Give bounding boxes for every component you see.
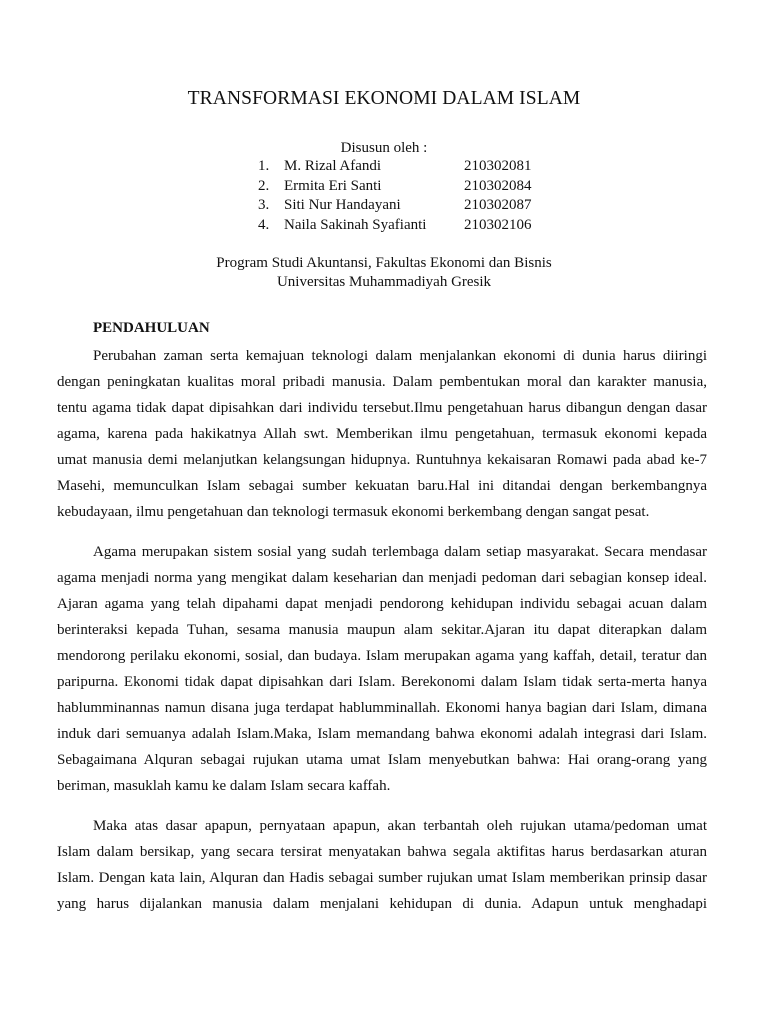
author-student-id: 210302084 bbox=[464, 177, 532, 194]
paragraph-line: agama menjadi norma yang mengikat dalam keseharian dan menjadi pedoman dari sebagian konsep ideal. bbox=[57, 570, 707, 586]
document-title: TRANSFORMASI EKONOMI DALAM ISLAM bbox=[187, 88, 581, 109]
paragraph bbox=[57, 813, 707, 917]
author-number: 3. bbox=[258, 197, 270, 213]
author-name: M. Rizal Afandi bbox=[284, 158, 382, 174]
paragraph-line: kebudayaan, ilmu pengetahuan dan teknologi termasuk ekonomi berkembang dengan sangat pesat. bbox=[57, 504, 650, 520]
paragraph-line: paripurna. Ekonomi tidak dapat dipisahkan dari Islam. Berekonomi dalam Islam tidak serta-merta hanya bbox=[57, 674, 707, 690]
author-student-id: 210302106 bbox=[464, 216, 532, 233]
paragraph-line: Ajaran agama yang telah dipahami dapat menjadi pendorong kehidupan individu sebagai acuan dalam bbox=[57, 596, 707, 612]
body-text bbox=[57, 343, 707, 931]
paragraph-line: Agama merupakan sistem sosial yang sudah terlembaga dalam setiap masyarakat. Secara mendasar bbox=[93, 544, 707, 560]
paragraph-line: beriman, masuklah kamu ke dalam Islam secara kaffah. bbox=[57, 778, 391, 794]
author-name: Siti Nur Handayani bbox=[284, 197, 401, 213]
author-list bbox=[258, 157, 578, 235]
paragraph-line: Masehi, memunculkan Islam sebagai sumber kekuatan baru.Hal ini ditandai dengan berkembangnya bbox=[57, 478, 707, 494]
compiled-by-label: Disusun oleh : bbox=[340, 140, 428, 156]
paragraph-line: Maka atas dasar apapun, pernyataan apapun, akan terbantah oleh rujukan utama/pedoman umat bbox=[93, 818, 707, 834]
paragraph-line: Islam. Dengan kata lain, Alquran dan Hadis sebagai sumber rujukan umat Islam memberikan prinsip dasar bbox=[57, 870, 707, 886]
paragraph-line: Perubahan zaman serta kemajuan teknologi dalam menjalankan ekonomi di dunia harus diiringi bbox=[93, 348, 707, 364]
paragraph bbox=[57, 539, 707, 799]
paragraph-line: Sebagaimana Alquran sebagai rujukan utama umat Islam menyebutkan bahwa: Hai orang-orang yang bbox=[57, 752, 707, 768]
paragraph-line: berinteraksi kepada Tuhan, sesama manusia maupun alam sekitar.Ajaran itu dapat diterapkan dalam bbox=[57, 622, 707, 638]
author-number: 1. bbox=[258, 158, 270, 174]
author-student-id: 210302087 bbox=[464, 197, 532, 213]
paragraph-line: agama, karena pada hakikatnya Allah swt. Memberikan ilmu pengetahuan, termasuk ekonomi kepada bbox=[57, 426, 707, 442]
paragraph-line: induk dari semuanya adalah Islam.Maka, Islam memandang bahwa ekonomi adalah integrasi dari Islam. bbox=[57, 726, 707, 742]
paragraph-line: umat manusia demi melanjutkan kelangsungan hidupnya. Runtuhnya kekaisaran Romawi pada abad ke-7 bbox=[57, 452, 707, 468]
author-name: Naila Sakinah Syafianti bbox=[284, 216, 427, 233]
affiliation-university: Universitas Muhammadiyah Gresik bbox=[276, 274, 492, 290]
author-row bbox=[258, 157, 578, 177]
paragraph-line: hablumminannas namun disana juga terdapat hablumminallah. Ekonomi hanya bagian dari Islam, dimana bbox=[57, 700, 707, 716]
section-heading: PENDAHULUAN bbox=[93, 320, 210, 336]
paragraph-line: Islam dalam bersikap, yang secara tersirat menyatakan bahwa segala aktifitas harus berdasarkan aturan bbox=[57, 844, 707, 860]
author-number: 4. bbox=[258, 216, 270, 233]
author-name: Ermita Eri Santi bbox=[284, 177, 382, 194]
affiliation bbox=[0, 254, 768, 292]
paragraph bbox=[57, 343, 707, 525]
author-row bbox=[258, 196, 578, 216]
author-row bbox=[258, 177, 578, 197]
paragraph-line: tentu agama tidak dapat dipisahkan dari individu tersebut.Ilmu pengetahuan harus dibangun dengan dasar bbox=[57, 400, 707, 416]
paragraph-line: dengan peningkatan kualitas moral pribadi manusia. Dalam pembentukan moral dan karakter manusia, bbox=[57, 374, 707, 390]
author-row bbox=[258, 216, 578, 236]
paragraph-line: mendorong perilaku ekonomi, sosial, dan budaya. Islam merupakan agama yang kaffah, detail, teratur dan bbox=[57, 648, 707, 664]
author-student-id: 210302081 bbox=[464, 158, 532, 174]
paragraph-line: yang harus dijalankan manusia dalam menjalani kehidupan di dunia. Adapun untuk menghadapi bbox=[57, 896, 707, 912]
author-number: 2. bbox=[258, 177, 270, 194]
affiliation-program: Program Studi Akuntansi, Fakultas Ekonomi dan Bisnis bbox=[216, 255, 552, 271]
